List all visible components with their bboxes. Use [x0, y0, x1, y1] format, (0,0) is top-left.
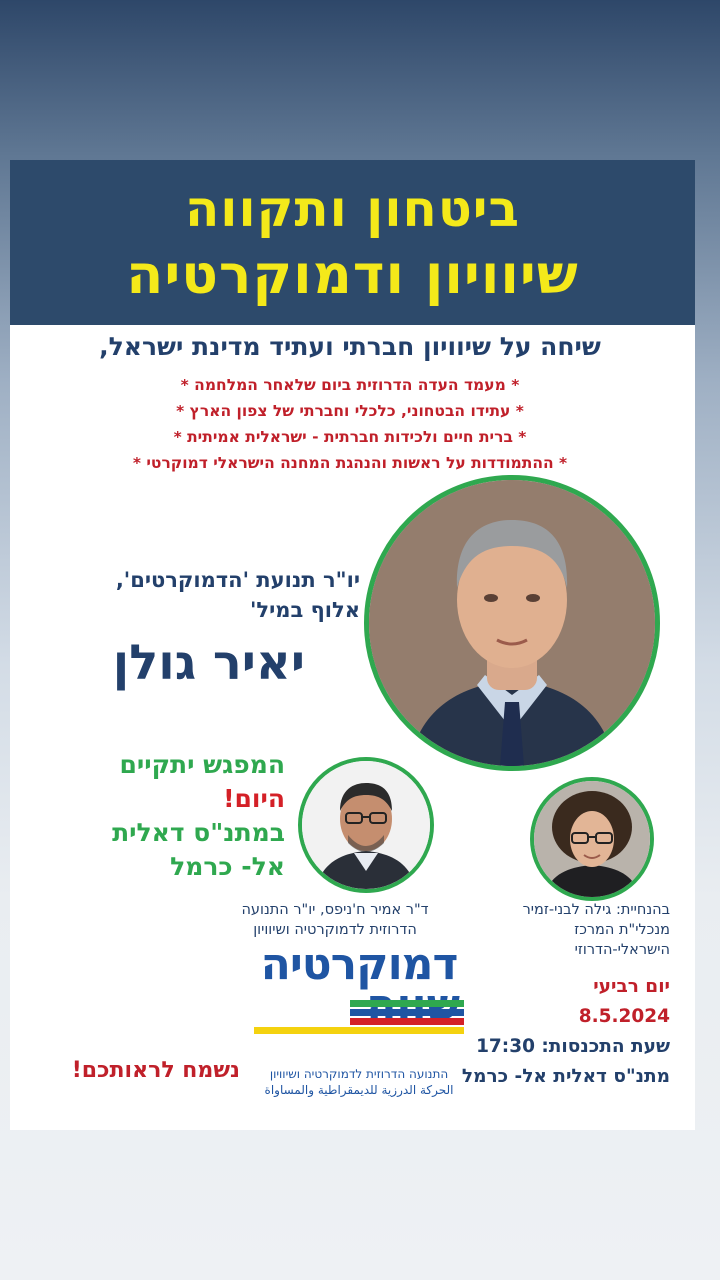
poster-title-line2: שיוויון ודמוקרטיה: [126, 243, 579, 306]
moderator-caption-line3: הישראלי-הדרוזי: [574, 942, 670, 958]
main-speaker-portrait: [369, 480, 655, 766]
poster-title-line1: ביטחון ותקווה: [184, 180, 521, 238]
logo-subtitle-arabic: الحركة الدرزية للديمقراطية والمساواة: [264, 1083, 454, 1097]
meeting-line4: אל- כרמל: [170, 852, 285, 881]
topic-item: * עתידו הבטחוני, כלכלי וחברתי של צפון הארץ *: [176, 402, 524, 420]
logo-stripe-green: [350, 1000, 464, 1007]
co-speaker-caption-line1: ד"ר אמיר ח'ניפס, יו"ר התנועה: [241, 902, 429, 918]
main-speaker-photo: [364, 475, 660, 771]
topic-item: * ברית חיים ולכידות חברתית - ישראלית אמיתית *: [173, 428, 527, 446]
moderator-caption-line1: בהנחיית: גילה לבני-זמיר: [522, 902, 670, 918]
speaker-name: יאיר גולן: [112, 635, 305, 691]
event-details: [450, 972, 670, 1092]
topic-list: [30, 372, 670, 476]
co-speaker-caption-line2: הדרוזית לדמוקרטיה ושיוויון: [253, 922, 417, 938]
moderator-photo: [530, 777, 654, 901]
closing-message: נשמח לראותכם!: [71, 1058, 240, 1083]
poster-header: [10, 160, 695, 325]
logo-stripe-yellow: [254, 1027, 464, 1034]
co-speaker-portrait: [302, 761, 430, 889]
moderator-caption: [480, 900, 670, 960]
moderator-caption-line2: מנכלי"ת המרכז: [574, 922, 670, 938]
organization-logo: [254, 939, 464, 1102]
meeting-line3: במתנ"ס דאלית: [112, 818, 285, 847]
speaker-role-line1: יו"ר תנועת 'הדמוקרטים',: [115, 568, 360, 592]
event-date: 8.5.2024: [578, 1006, 670, 1027]
speaker-role: [30, 565, 360, 625]
meeting-announcement: [20, 748, 285, 884]
event-poster: [10, 160, 695, 1130]
co-speaker-caption: [220, 900, 450, 940]
logo-subtitle-hebrew: התנועה הדרוזית לדמוקרטיה ושיוויון: [269, 1067, 449, 1081]
topic-item: * ההתמודדות על ראשות והנהגת המחנה הישראלי דמוקרטי *: [132, 454, 568, 472]
logo-color-stripes: [254, 1000, 464, 1034]
meeting-line2: היום!: [223, 784, 285, 813]
logo-stripe-blue: [350, 1009, 464, 1016]
event-day: יום רביעי: [593, 976, 670, 997]
poster-subtitle: שיחה על שיוויון חברתי ועתיד מדינת ישראל,: [99, 332, 601, 361]
logo-stripe-red: [350, 1018, 464, 1025]
meeting-line1: המפגש יתקיים: [119, 750, 285, 779]
topic-item: * מעמד העדה הדרוזית ביום שלאחר המלחמה *: [180, 376, 520, 394]
event-location: מתנ"ס דאלית אל- כרמל: [461, 1066, 670, 1087]
co-speaker-photo: [298, 757, 434, 893]
logo-word1: דמוקרטיה: [260, 939, 458, 990]
speaker-role-line2: אלוף במיל': [249, 598, 360, 622]
moderator-portrait: [534, 781, 650, 897]
event-time: שעת התכנסות: 17:30: [476, 1036, 670, 1057]
